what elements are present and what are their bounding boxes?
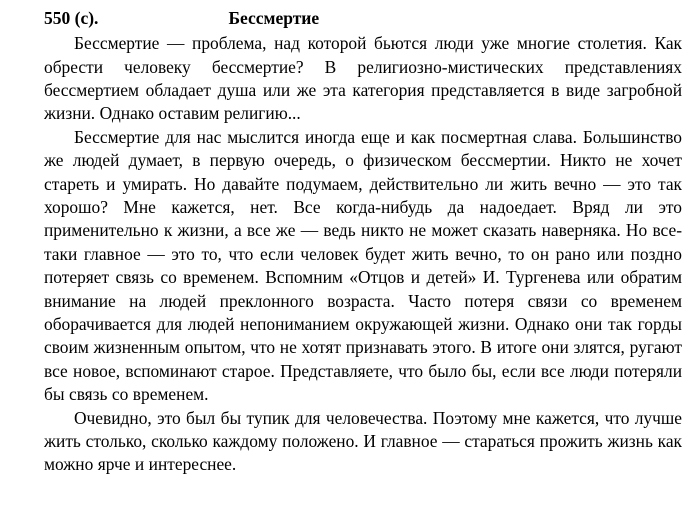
paragraph-1: Бессмертие — проблема, над которой бьются люди уже многие столетия. Как обрести человеку бессмертие? В религиозно-мистических представлениях бессмертием обладает душа или же эта категория представляется в виде загробной жизни. Однако оставим религию... [44,33,682,124]
exercise-heading [44,8,682,28]
paragraph-2: Бессмертие для нас мыслится иногда еще и как посмертная слава. Большинство же людей думает, в первую очередь, о физическом бессмертии. Никто не хочет стареть и умирать. Но давайте подумаем, действительно ли жить вечно — это так хорошо? Мне кажется, нет. Все когда-нибудь да надоедает. Вряд ли это применительно к жизни, а все же — ведь никто не может сказать наверняка. Но все-таки главное — это то, что если человек будет жить вечно, то он рано или поздно потеряет связь со временем. Вспомним «Отцов и детей» И. Тургенева или обратим внимание на людей преклонного возраста. Часто потеря связи со временем оборачивается для людей непониманием окружающей жизни. Однако они так горды своим жизненным опытом, что не хотят признавать этого. В итоге они злятся, ругают все новое, вспоминают старое. Представляете, что было бы, если все люди потеряли бы связь со временем. [44,126,682,405]
paragraph-3: Очевидно, это был бы тупик для человечества. Поэтому мне кажется, что лучше жить столько, сколько каждому положено. И главное — стараться прожить жизнь как можно ярче и интереснее. [44,407,682,475]
page-title: Бессмертие [228,8,320,28]
exercise-number: 550 (с). [44,8,99,28]
